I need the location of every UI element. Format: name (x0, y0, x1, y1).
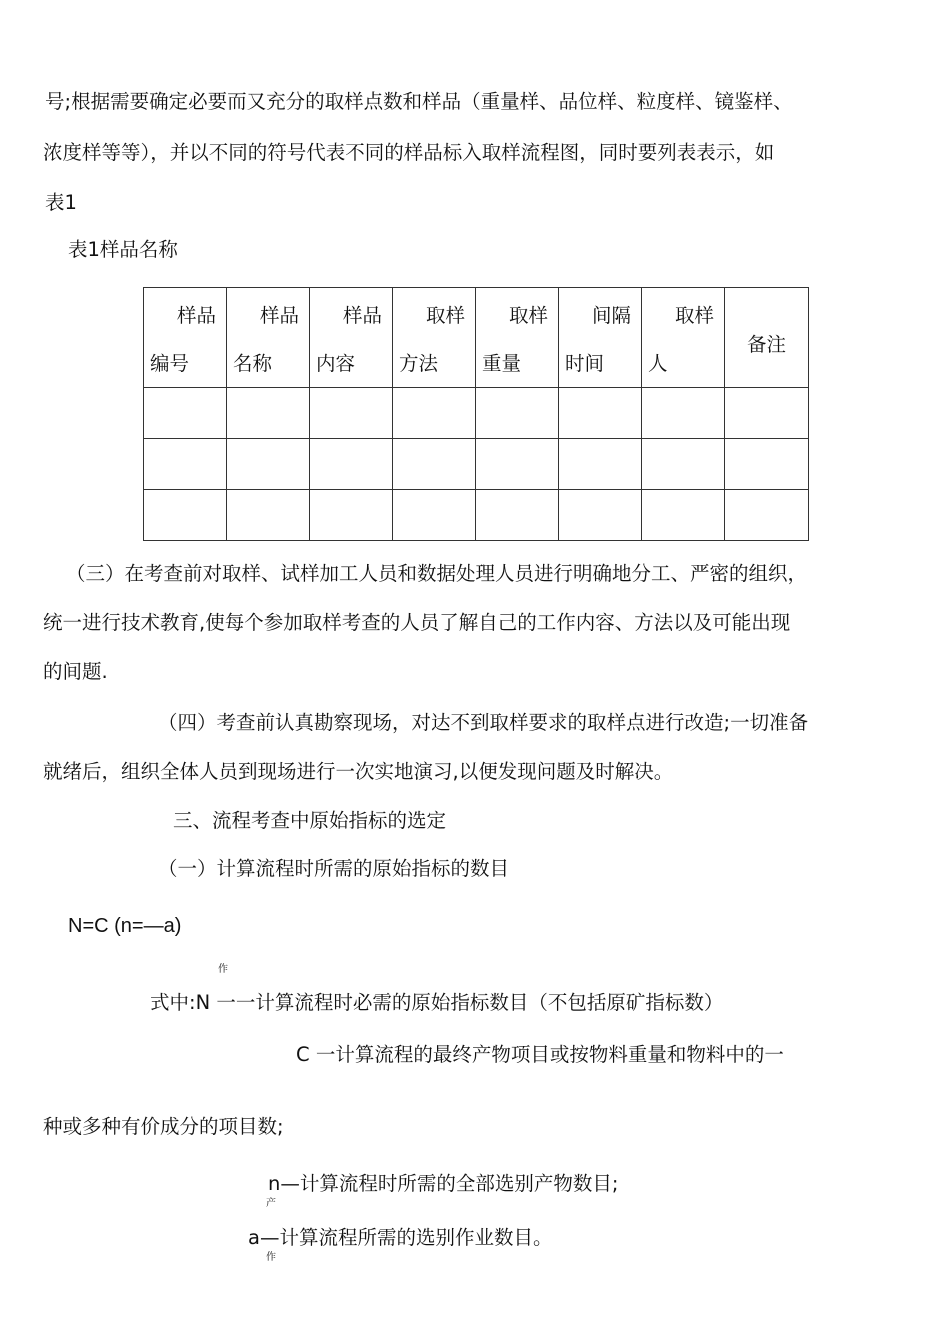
section-4-line-1: （四）考查前认真勘察现场，对达不到取样要求的取样点进行改造;一切准备 (158, 711, 809, 734)
table-cell (642, 439, 725, 490)
header-label: 间隔 (591, 304, 631, 327)
table-cell (642, 388, 725, 439)
table-caption: 表1样品名称 (68, 238, 178, 261)
subheading-one: （一）计算流程时所需的原始指标的数目 (158, 857, 510, 880)
formula-subscript: 作 (218, 964, 228, 975)
table-cell (725, 490, 809, 541)
header-label: 内容 (316, 352, 356, 375)
header-label: 重量 (482, 352, 522, 375)
table-cell (144, 439, 227, 490)
header-label: 人 (648, 352, 668, 375)
definition-n: 式中:N 一一计算流程时必需的原始指标数目（不包括原矿指标数） (150, 991, 724, 1014)
table-row (144, 439, 809, 490)
section-3-line-2: 统一进行技术教育,使每个参加取样考查的人员了解自己的工作内容、方法以及可能出现 (43, 611, 791, 634)
table-cell (310, 388, 393, 439)
header-cell-sample-name (227, 288, 310, 388)
table-cell (476, 490, 559, 541)
table-cell (310, 439, 393, 490)
table-cell (227, 490, 310, 541)
table-cell (725, 439, 809, 490)
intro-line-3: 表1 (45, 191, 77, 214)
table-cell (642, 490, 725, 541)
section-heading-three: 三、流程考查中原始指标的选定 (173, 809, 447, 832)
definition-n-product-subscript: 产 (266, 1198, 276, 1209)
table-cell (227, 388, 310, 439)
table-cell (476, 439, 559, 490)
intro-line-2: 浓度样等等），并以不同的符号代表不同的样品标入取样流程图，同时要列表表示，如 (43, 141, 775, 164)
table-cell (476, 388, 559, 439)
table-row (144, 490, 809, 541)
table-cell (310, 490, 393, 541)
definition-c-line-1: C 一计算流程的最终产物项目或按物料重量和物料中的一 (296, 1043, 784, 1066)
definition-c-line-2: 种或多种有价成分的项目数; (43, 1115, 284, 1138)
table-header-row (144, 288, 809, 388)
header-label: 方法 (399, 352, 439, 375)
header-cell-remarks (725, 288, 809, 388)
table-cell (144, 490, 227, 541)
header-label: 样品 (342, 304, 382, 327)
section-3-line-1: （三）在考查前对取样、试样加工人员和数据处理人员进行明确地分工、严密的组织， (66, 562, 808, 585)
header-label: 时间 (565, 352, 605, 375)
header-cell-sampling-method (393, 288, 476, 388)
table-cell (144, 388, 227, 439)
intro-line-1: 号;根据需要确定必要而又充分的取样点数和样品（重量样、品位样、粒度样、镜鉴样、 (45, 90, 793, 113)
header-label: 编号 (150, 352, 190, 375)
table-cell (227, 439, 310, 490)
definition-a: a—计算流程所需的选别作业数目。 (248, 1226, 553, 1249)
header-label: 名称 (233, 352, 273, 375)
header-label: 样品 (259, 304, 299, 327)
header-cell-sampling-weight (476, 288, 559, 388)
section-4-line-2: 就绪后，组织全体人员到现场进行一次实地演习,以便发现问题及时解决。 (43, 760, 674, 783)
table-cell (559, 388, 642, 439)
sample-table (143, 287, 809, 541)
header-label: 取样 (674, 304, 714, 327)
formula-main: N=C (n=—a) (68, 915, 182, 937)
section-3-line-3: 的间题. (43, 660, 108, 683)
header-label: 取样 (425, 304, 465, 327)
definition-a-subscript: 作 (266, 1252, 276, 1263)
table-cell (559, 439, 642, 490)
table-cell (393, 388, 476, 439)
table-cell (725, 388, 809, 439)
header-cell-sampler (642, 288, 725, 388)
header-label: 取样 (508, 304, 548, 327)
table-cell (393, 439, 476, 490)
header-cell-interval-time (559, 288, 642, 388)
table-cell (559, 490, 642, 541)
header-label: 样品 (176, 304, 216, 327)
header-label: 备注 (746, 333, 786, 356)
table-row (144, 388, 809, 439)
header-cell-sample-content (310, 288, 393, 388)
definition-n-product: n—计算流程时所需的全部选别产物数目; (268, 1172, 619, 1195)
table-cell (393, 490, 476, 541)
header-cell-sample-number (144, 288, 227, 388)
